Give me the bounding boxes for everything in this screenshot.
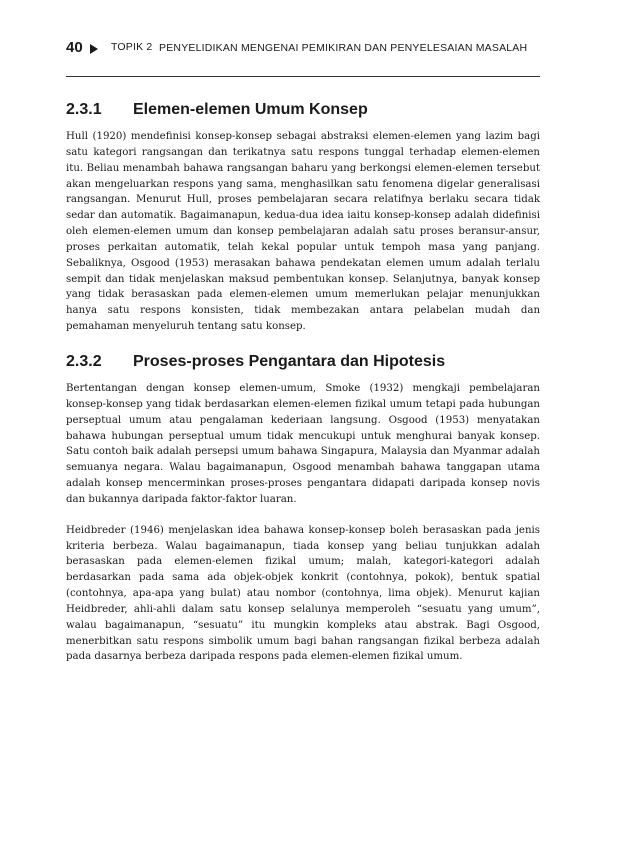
paragraph: Bertentangan dengan konsep elemen-umum, Smoke (1932) mengkaji pembelajaran konsep-konsep yang tidak berdasarkan elemen-elemen fizikal umum tetapi pada hubungan perseptual umum atau pengalaman kederiaan langsung. Osgood (1953) menyatakan bahawa hubungan perseptual umum tidak mencukupi untuk menghurai banyak konsep. Satu contoh baik adalah persepsi umum bahawa Singapura, Malaysia dan Myanmar adalah semuanya negara. Walau bagaimanapun, Osgood menambah bahawa tanggapan utama adalah konsep mencerminkan proses-proses pengantara didapati daripada konsep novis dan bukannya daripada faktor-faktor luaran.: [66, 382, 540, 505]
page-content: [66, 98, 540, 665]
topic-label: TOPIK 2: [111, 41, 153, 53]
paragraph: Hull (1920) mendefinisi konsep-konsep sebagai abstraksi elemen-elemen yang lazim bagi satu kategori rangsangan dan terikatnya satu respons tunggal terhadap elemen-elemen itu. Beliau menambah bahawa rangsangan baharu yang berkongsi elemen-elemen tersebut akan mengeluarkan respons yang sama, menghasilkan satu fenomena digelar generalisasi rangsangan. Menurut Hull, proses pembelajaran secara relatifnya berlaku secara tidak sedar dan automatik. Bagaimanapun, kedua-dua idea iaitu konsep-konsep adalah didefinisi oleh elemen-elemen umum dan konsep pembelajaran adalah satu proses beransur-ansur, proses perkaitan automatik, telah kekal popular untuk tempoh masa yang panjang. Sebaliknya, Osgood (1953) merasakan bahawa pendekatan elemen umum adalah terlalu sempit dan tidak menjelaskan maksud pembentukan konsep. Selanjutnya, banyak konsep yang tidak berasaskan pada elemen-elemen umum memerlukan pelajar menunjukkan hanya satu respons konsisten, tidak membezakan antara pelabelan mudah dan pemahaman menyeluruh tentang satu konsep.: [66, 131, 540, 333]
section-title: Elemen-elemen Umum Konsep: [133, 101, 368, 118]
section-heading-2-3-1: [66, 100, 540, 120]
section-number: 2.3.2: [66, 352, 102, 370]
paragraph: Heidbreder (1946) menjelaskan idea bahawa konsep-konsep boleh berasaskan pada jenis kriteria berbeza. Walau bagaimanapun, tiada konsep yang beliau tunjukkan adalah berasaskan pada elemen-elemen fizikal umum; malah, kategori-kategori adalah berdasarkan pada sama ada objek-objek konkrit (contohnya, pokok), bentuk spatial (contohnya, apa-apa yang bulat) atau nombor (contohnya, lima objek). Menurut kajian Heidbreder, ahli-ahli dalam satu konsep selalunya memperoleh “sesuatu yang umum”, walau bagaimanapun, “sesuatu” itu mungkin kompleks atau abstrak. Bagi Osgood, menerbitkan satu respons simbolik umum bagi bahan rangsangan fizikal berbeza adalah pada dasarnya berbeza daripada respons pada elemen-elemen fizikal umum.: [66, 524, 540, 663]
section-title: Proses-proses Pengantara dan Hipotesis: [133, 352, 446, 370]
triangle-arrow-icon: [90, 44, 98, 54]
topic-title: PENYELIDIKAN MENGENAI PEMIKIRAN DAN PENYELESAIAN MASALAH: [159, 42, 528, 54]
section-number: 2.3.1: [66, 101, 102, 118]
page-header: [66, 41, 540, 77]
page-number: 40: [66, 39, 83, 56]
section-heading-2-3-2: [66, 352, 540, 372]
